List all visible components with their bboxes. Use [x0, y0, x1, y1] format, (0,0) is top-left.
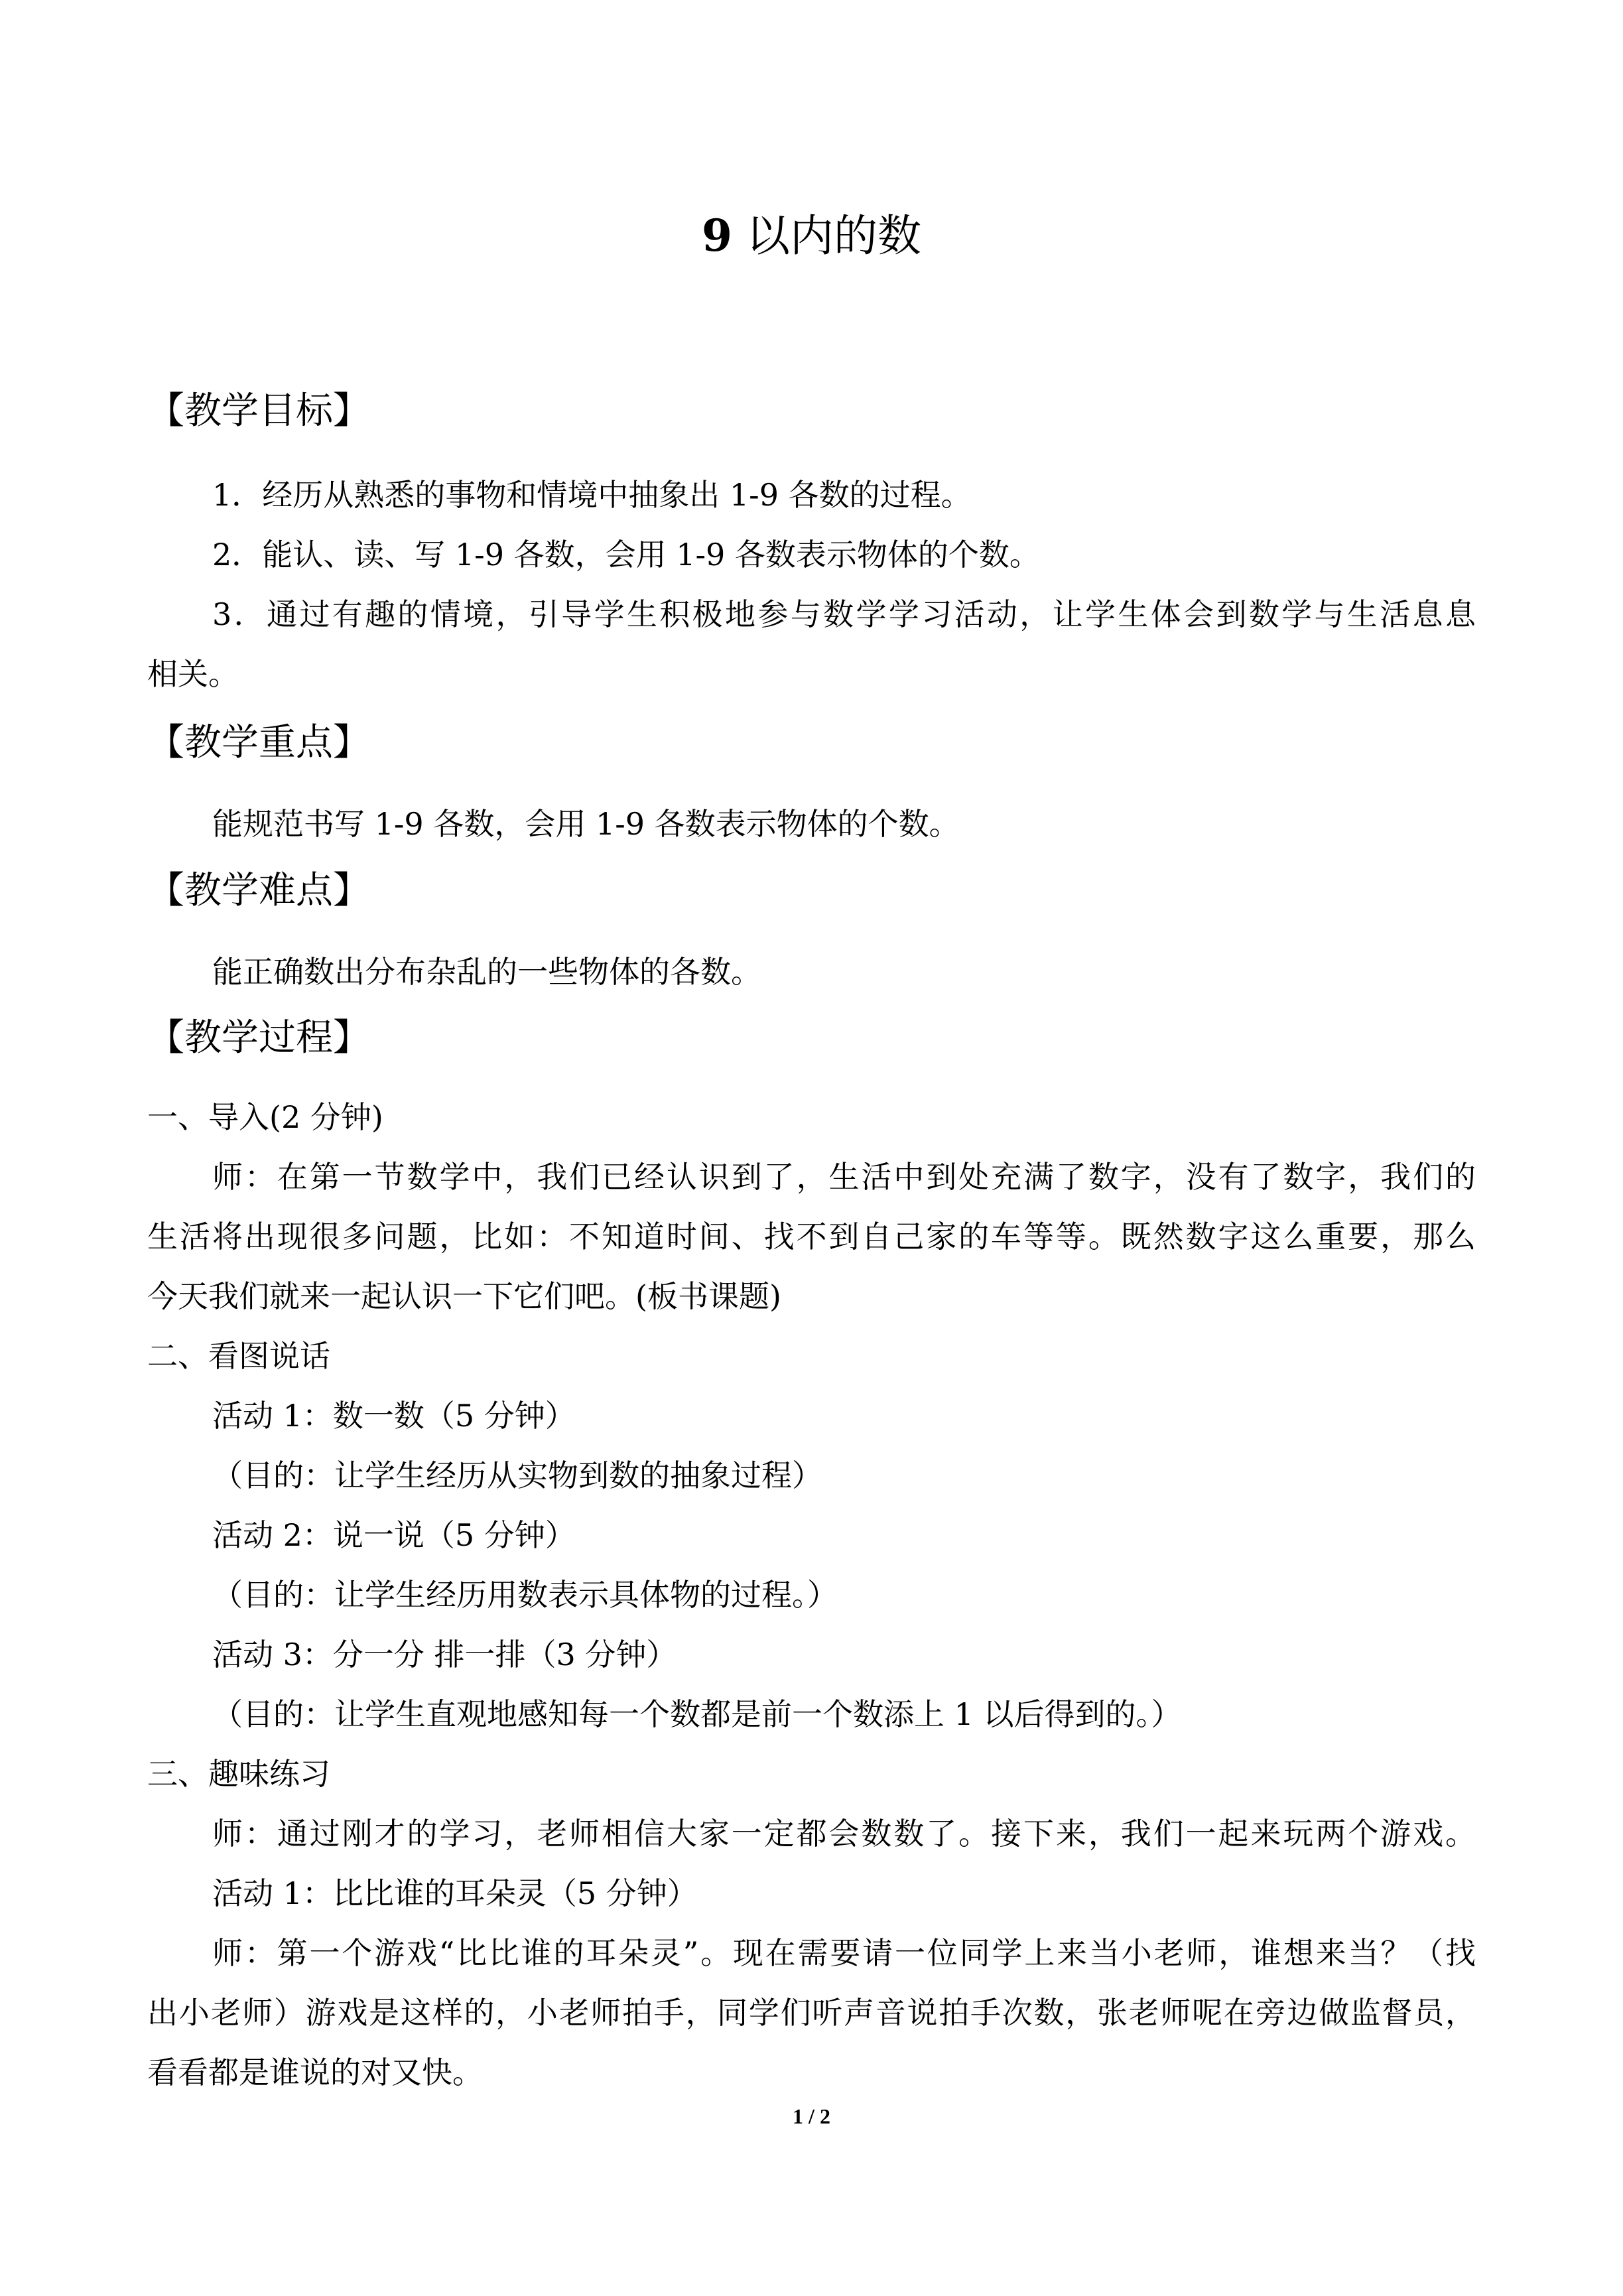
- process-heading: 【教学过程】: [147, 1016, 370, 1059]
- difficulty-heading: 【教学难点】: [147, 869, 370, 912]
- part1-line-3: 今天我们就来一起认识一下它们吧。(板书课题): [147, 1278, 781, 1314]
- page-number: 1 / 2: [793, 2104, 830, 2128]
- part1-line-1: 师：在第一节数学中，我们已经认识到了，生活中到处充满了数字，没有了数字，我们的: [212, 1159, 1476, 1195]
- part2-line-5: 活动 3：分一分 排一排（3 分钟）: [212, 1637, 677, 1672]
- part3-line-3: 师：第一个游戏“比比谁的耳朵灵”。现在需要请一位同学上来当小老师，谁想来当？（找: [212, 1935, 1476, 1971]
- part1-title: 一、导入(2 分钟): [147, 1099, 383, 1135]
- goal-item-1: 1．经历从熟悉的事物和情境中抽象出 1-9 各数的过程。: [212, 477, 972, 513]
- goal-item-3-cont: 相关。: [147, 656, 239, 692]
- difficulty-text: 能正确数出分布杂乱的一些物体的各数。: [212, 954, 761, 990]
- part3-line-4: 出小老师）游戏是这样的，小老师拍手，同学们听声音说拍手次数，张老师呢在旁边做监督员，: [147, 1995, 1476, 2031]
- part3-title: 三、趣味练习: [147, 1756, 330, 1792]
- title-number: 9: [702, 210, 732, 261]
- part2-line-6: （目的：让学生直观地感知每一个数都是前一个数添上 1 以后得到的。）: [212, 1696, 1182, 1732]
- page-title: [0, 206, 1623, 266]
- key-text: 能规范书写 1-9 各数，会用 1-9 各数表示物体的个数。: [212, 806, 960, 842]
- part2-line-1: 活动 1：数一数（5 分钟）: [212, 1398, 576, 1434]
- part1-line-2: 生活将出现很多问题，比如：不知道时间、找不到自己家的车等等。既然数字这么重要，那么: [147, 1219, 1476, 1254]
- goal-item-2: 2．能认、读、写 1-9 各数，会用 1-9 各数表示物体的个数。: [212, 537, 1040, 573]
- key-heading: 【教学重点】: [147, 721, 370, 764]
- part3-line-2: 活动 1：比比谁的耳朵灵（5 分钟）: [212, 1875, 698, 1911]
- title-text: 以内的数: [746, 210, 921, 261]
- part3-line-1: 师：通过刚才的学习，老师相信大家一定都会数数了。接下来，我们一起来玩两个游戏。: [212, 1816, 1476, 1852]
- goal-item-3: 3．通过有趣的情境，引导学生积极地参与数学学习活动，让学生体会到数学与生活息息: [212, 596, 1476, 632]
- part2-title: 二、看图说话: [147, 1338, 330, 1374]
- goals-heading: 【教学目标】: [147, 389, 370, 433]
- part2-line-3: 活动 2：说一说（5 分钟）: [212, 1517, 576, 1553]
- part2-line-2: （目的：让学生经历从实物到数的抽象过程）: [212, 1457, 822, 1493]
- part3-line-5: 看看都是谁说的对又快。: [147, 2055, 483, 2090]
- part2-line-4: （目的：让学生经历用数表示具体物的过程。）: [212, 1577, 838, 1613]
